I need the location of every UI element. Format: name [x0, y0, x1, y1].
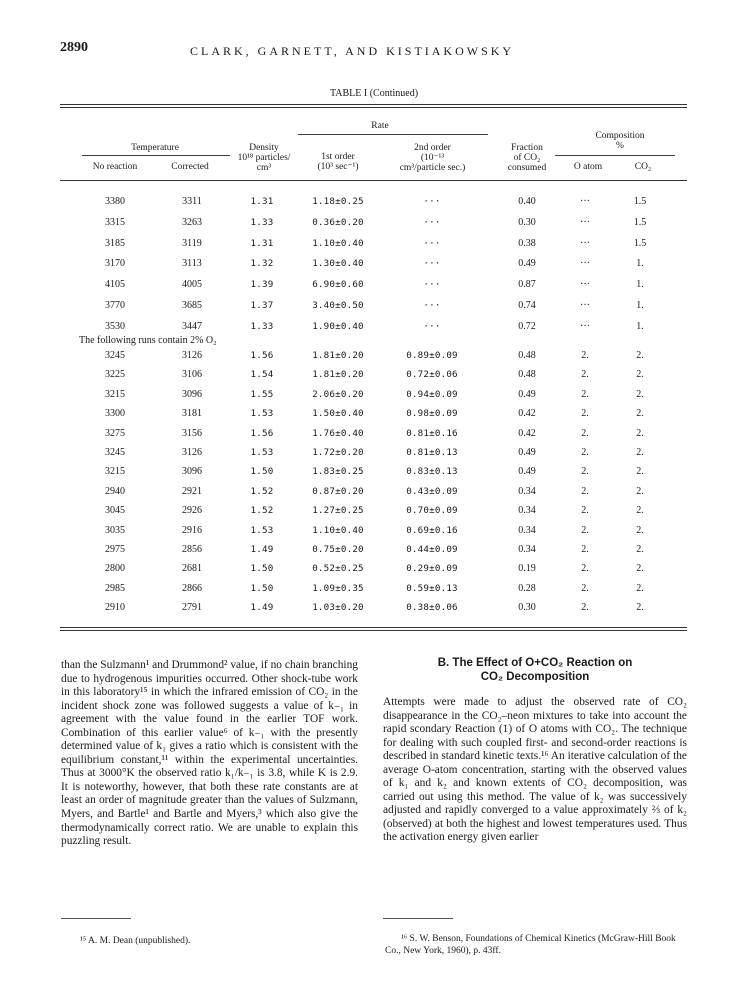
no-reaction-cell: 3045: [105, 505, 125, 517]
second-order-cell: 0.44±0.09: [406, 544, 458, 555]
density-cell: 1.52: [250, 485, 274, 497]
header-composition: [560, 131, 680, 151]
no-reaction-cell: 3185: [105, 237, 125, 249]
fraction-cell: 0.40: [518, 196, 536, 207]
no-reaction-cell: 2910: [105, 602, 125, 614]
second-order-cell: 0.83±0.13: [406, 466, 458, 478]
no-reaction-cell: 3170: [105, 258, 125, 270]
corrected-cell: 2791: [182, 602, 202, 614]
second-order-cell: 0.98±0.09: [406, 408, 458, 420]
fraction-cell: 0.42: [518, 427, 536, 439]
second-order-cell: ···: [423, 279, 441, 291]
co2-cell: 2.: [636, 388, 644, 400]
fraction-cell: 0.30: [518, 216, 536, 228]
density-cell: 1.56: [250, 350, 274, 361]
second-order-cell: ···: [423, 320, 441, 332]
footnote-rule-right: [383, 918, 453, 919]
header-density-l3: cm³: [256, 163, 272, 173]
corrected-cell: 3096: [182, 466, 202, 478]
fraction-cell: 0.34: [518, 524, 536, 536]
corrected-cell: 2916: [182, 524, 202, 536]
first-order-cell: 1.10±0.40: [312, 237, 364, 249]
table-bottom-rule: [60, 627, 687, 628]
header-fraction-l3: consumed: [507, 163, 547, 173]
no-reaction-cell: 3315: [105, 216, 125, 228]
fraction-cell: 0.49: [518, 466, 536, 478]
no-reaction-cell: 3225: [105, 369, 125, 381]
first-order-cell: 0.36±0.20: [312, 216, 364, 228]
header-second-order: [380, 143, 485, 173]
table-top-rule: [60, 104, 687, 105]
first-order-cell: 1.18±0.25: [312, 196, 364, 207]
co2-cell: 2.: [636, 408, 644, 420]
corrected-cell: 2921: [182, 485, 202, 497]
header-second-order-l3: cm³/particle sec.): [399, 163, 466, 173]
second-order-cell: 0.69±0.16: [406, 524, 458, 536]
header-temperature: Temperature: [131, 143, 179, 153]
header-composition-l2: %: [616, 141, 624, 151]
co2-cell: 1.5: [633, 237, 647, 249]
corrected-cell: 2866: [182, 582, 202, 594]
no-reaction-cell: 3275: [105, 427, 125, 439]
density-cell: 1.39: [250, 279, 274, 291]
rate-span-rule: [298, 134, 488, 135]
no-reaction-cell: 3245: [105, 350, 125, 361]
header-first-order-l2: (10³ sec⁻¹): [317, 162, 359, 172]
corrected-cell: 2681: [182, 563, 202, 575]
header-density-l2: 10¹⁸ particles/: [237, 153, 291, 163]
o-atom-cell: 2.: [581, 369, 589, 381]
second-order-cell: 0.72±0.06: [406, 369, 458, 381]
co2-cell: 2.: [636, 466, 644, 478]
fraction-cell: 0.30: [518, 602, 536, 614]
density-cell: 1.54: [250, 369, 274, 381]
first-order-cell: 0.75±0.20: [312, 544, 364, 555]
second-order-cell: ···: [423, 237, 441, 249]
co2-cell: 2.: [636, 350, 644, 361]
o-atom-cell: ···: [580, 237, 590, 249]
second-order-cell: 0.38±0.06: [406, 602, 458, 614]
o-atom-cell: 2.: [581, 544, 589, 555]
table-bottom-rule-2: [60, 630, 687, 631]
fraction-cell: 0.19: [518, 563, 536, 575]
no-reaction-cell: 3530: [105, 320, 125, 332]
density-cell: 1.50: [250, 582, 274, 594]
co2-cell: 2.: [636, 544, 644, 555]
right-column-text: Attempts were made to adjust the observed rate of CO₂ disappearance in the CO₂–neon mixtures to take into account the rapid scondary Reaction (1) of O atoms with CO₂. The technique for dealing with such coupled first- and second-order reactions is described in standard kinetic texts.¹⁶ An iterative calculation of the average O-atom concentration, starting with the observed values of k₁ and k₂ and known extents of CO₂ decomposition, was carried out using this method. The value of k₂ was successively adjusted and rapidly converged to a value approximately ⅔ of k₂ (observed) at both the highest and lowest temperatures used. Thus the activation energy given earlier: [383, 696, 687, 844]
header-second-order-l1: 2nd order: [414, 143, 451, 153]
first-order-cell: 3.40±0.50: [312, 300, 364, 311]
section-title-line-2: CO₂ Decomposition: [480, 671, 590, 683]
density-cell: 1.50: [250, 466, 274, 478]
corrected-cell: 3685: [182, 300, 202, 311]
density-cell: 1.50: [250, 563, 274, 575]
second-order-cell: ···: [423, 258, 441, 270]
no-reaction-cell: 3300: [105, 408, 125, 420]
density-cell: 1.49: [250, 544, 274, 555]
corrected-cell: 2856: [182, 544, 202, 555]
o-atom-cell: 2.: [581, 388, 589, 400]
fraction-cell: 0.34: [518, 544, 536, 555]
no-reaction-cell: 4105: [105, 279, 125, 291]
co2-cell: 2.: [636, 524, 644, 536]
o-atom-cell: ···: [580, 300, 590, 311]
co2-cell: 2.: [636, 505, 644, 517]
section-title-line-1: B. The Effect of O+CO₂ Reaction on: [437, 657, 633, 669]
header-o-atom: O atom: [573, 162, 603, 172]
co2-cell: 2.: [636, 582, 644, 594]
no-reaction-cell: 3215: [105, 388, 125, 400]
header-first-order: [298, 152, 378, 172]
co2-cell: 2.: [636, 427, 644, 439]
fraction-cell: 0.48: [518, 369, 536, 381]
o-atom-cell: 2.: [581, 427, 589, 439]
header-first-order-l1: 1st order: [321, 152, 355, 162]
fraction-cell: 0.28: [518, 582, 536, 594]
header-density: [222, 143, 306, 173]
no-reaction-cell: 3035: [105, 524, 125, 536]
density-cell: 1.53: [250, 408, 274, 420]
no-reaction-cell: 3245: [105, 447, 125, 458]
corrected-cell: 3119: [182, 237, 202, 249]
co2-cell: 2.: [636, 369, 644, 381]
first-order-cell: 1.27±0.25: [312, 505, 364, 517]
header-corrected: Corrected: [171, 162, 209, 172]
composition-span-rule: [555, 155, 675, 156]
corrected-cell: 3096: [182, 388, 202, 400]
second-order-cell: 0.94±0.09: [406, 388, 458, 400]
no-reaction-cell: 3770: [105, 300, 125, 311]
header-second-order-l2: (10⁻¹³: [420, 153, 445, 163]
second-order-cell: 0.43±0.09: [406, 485, 458, 497]
first-order-cell: 1.83±0.25: [312, 466, 364, 478]
fraction-cell: 0.87: [518, 279, 536, 291]
footnote-rule-left: [61, 918, 131, 919]
o-atom-cell: 2.: [581, 350, 589, 361]
co2-cell: 1.: [636, 279, 644, 291]
no-reaction-cell: 2985: [105, 582, 125, 594]
o-atom-cell: 2.: [581, 602, 589, 614]
co2-cell: 2.: [636, 563, 644, 575]
fraction-cell: 0.42: [518, 408, 536, 420]
table-caption: TABLE I (Continued): [329, 88, 419, 99]
fraction-cell: 0.49: [518, 388, 536, 400]
corrected-cell: 4005: [182, 279, 202, 291]
header-fraction-l1: Fraction: [511, 143, 543, 153]
table-note: The following runs contain 2% O₂: [79, 335, 217, 346]
second-order-cell: 0.29±0.09: [406, 563, 458, 575]
co2-cell: 2.: [636, 485, 644, 497]
co2-cell: 1.5: [633, 196, 647, 207]
o-atom-cell: ···: [580, 196, 590, 207]
density-cell: 1.31: [250, 237, 274, 249]
fraction-cell: 0.74: [518, 300, 536, 311]
o-atom-cell: 2.: [581, 466, 589, 478]
header-no-reaction: No reaction: [92, 162, 138, 172]
first-order-cell: 1.81±0.20: [312, 350, 364, 361]
first-order-cell: 1.90±0.40: [312, 320, 364, 332]
o-atom-cell: 2.: [581, 447, 589, 458]
corrected-cell: 3156: [182, 427, 202, 439]
density-cell: 1.52: [250, 505, 274, 517]
header-fraction: [492, 143, 562, 173]
second-order-cell: ···: [423, 196, 441, 207]
o-atom-cell: 2.: [581, 485, 589, 497]
first-order-cell: 1.03±0.20: [312, 602, 364, 614]
o-atom-cell: ···: [580, 320, 590, 332]
fraction-cell: 0.34: [518, 505, 536, 517]
first-order-cell: 1.10±0.40: [312, 524, 364, 536]
corrected-cell: 2926: [182, 505, 202, 517]
page-number: 2890: [60, 40, 88, 55]
header-co2: CO₂: [634, 162, 652, 172]
second-order-cell: ···: [423, 216, 441, 228]
density-cell: 1.53: [250, 524, 274, 536]
no-reaction-cell: 2800: [105, 563, 125, 575]
density-cell: 1.33: [250, 320, 274, 332]
corrected-cell: 3181: [182, 408, 202, 420]
no-reaction-cell: 2940: [105, 485, 125, 497]
first-order-cell: 0.87±0.20: [312, 485, 364, 497]
first-order-cell: 1.50±0.40: [312, 408, 364, 420]
second-order-cell: 0.59±0.13: [406, 582, 458, 594]
co2-cell: 2.: [636, 447, 644, 458]
fraction-cell: 0.72: [518, 320, 536, 332]
corrected-cell: 3263: [182, 216, 202, 228]
density-cell: 1.55: [250, 388, 274, 400]
density-cell: 1.56: [250, 427, 274, 439]
second-order-cell: 0.89±0.09: [406, 350, 458, 361]
co2-cell: 2.: [636, 602, 644, 614]
o-atom-cell: 2.: [581, 524, 589, 536]
fraction-cell: 0.49: [518, 258, 536, 270]
second-order-cell: 0.70±0.09: [406, 505, 458, 517]
co2-cell: 1.5: [633, 216, 647, 228]
running-head: CLARK, GARNETT, AND KISTIAKOWSKY: [190, 44, 515, 58]
corrected-cell: 3126: [182, 447, 202, 458]
header-bottom-rule: [60, 180, 687, 181]
section-title: [383, 656, 687, 684]
corrected-cell: 3113: [182, 258, 202, 270]
density-cell: 1.53: [250, 447, 274, 458]
header-rate: Rate: [371, 121, 389, 131]
footnote-right: ¹⁶ S. W. Benson, Foundations of Chemical Kinetics (McGraw-Hill Book Co., New York, 1960), p. 43ff.: [385, 934, 676, 956]
first-order-cell: 1.72±0.20: [312, 447, 364, 458]
first-order-cell: 1.30±0.40: [312, 258, 364, 270]
density-cell: 1.33: [250, 216, 274, 228]
first-order-cell: 0.52±0.25: [312, 563, 364, 575]
first-order-cell: 6.90±0.60: [312, 279, 364, 291]
fraction-cell: 0.48: [518, 350, 536, 361]
o-atom-cell: ···: [580, 216, 590, 228]
fraction-cell: 0.49: [518, 447, 536, 458]
co2-cell: 1.: [636, 258, 644, 270]
second-order-cell: ···: [423, 300, 441, 311]
co2-cell: 1.: [636, 300, 644, 311]
o-atom-cell: 2.: [581, 582, 589, 594]
density-cell: 1.49: [250, 602, 274, 614]
first-order-cell: 2.06±0.20: [312, 388, 364, 400]
no-reaction-cell: 3380: [105, 196, 125, 207]
o-atom-cell: ···: [580, 258, 590, 270]
footnote-left: ¹⁵ A. M. Dean (unpublished).: [80, 936, 191, 946]
table-top-rule-2: [60, 107, 687, 108]
header-density-l1: Density: [249, 143, 279, 153]
density-cell: 1.31: [250, 196, 274, 207]
header-composition-l1: Composition: [595, 131, 645, 141]
no-reaction-cell: 2975: [105, 544, 125, 555]
first-order-cell: 1.76±0.40: [312, 427, 364, 439]
temperature-span-rule: [82, 155, 230, 156]
co2-cell: 1.: [636, 320, 644, 332]
second-order-cell: 0.81±0.13: [406, 447, 458, 458]
left-column-text: than the Sulzmann¹ and Drummond² value, if no chain branching due to hydrogenous impurities occurred. Other shock-tube work in this laboratory¹⁵ in which the infrared emission of CO₂ in the incident shock zone was followed suggests a value of k₋₁ in agreement with the value found in the earlier TOF work. Combination of this earlier value⁶ of k₋₁ with the presently determined value of k₁ gives a ratio which is consistent with the equilibrium constant,¹¹ within the experimental uncertainties. Thus at 3000°K the observed ratio k₁/k₋₁ is 3.8, while K is 2.9. It is noteworthy, however, that both these rate constants are at least an order of magnitude greater than the values of Sulzmann, Myers, and Bartle¹ and Bartle and Myers,³ which also give the thermodynamically correct ratio. We are unable to explain this puzzling result.: [61, 659, 358, 848]
header-fraction-l2: of CO₂: [513, 153, 541, 163]
corrected-cell: 3311: [182, 196, 202, 207]
density-cell: 1.37: [250, 300, 274, 311]
first-order-cell: 1.09±0.35: [312, 582, 364, 594]
o-atom-cell: ···: [580, 279, 590, 291]
fraction-cell: 0.34: [518, 485, 536, 497]
corrected-cell: 3126: [182, 350, 202, 361]
o-atom-cell: 2.: [581, 563, 589, 575]
fraction-cell: 0.38: [518, 237, 536, 249]
second-order-cell: 0.81±0.16: [406, 427, 458, 439]
first-order-cell: 1.81±0.20: [312, 369, 364, 381]
density-cell: 1.32: [250, 258, 274, 270]
no-reaction-cell: 3215: [105, 466, 125, 478]
o-atom-cell: 2.: [581, 505, 589, 517]
corrected-cell: 3447: [182, 320, 202, 332]
o-atom-cell: 2.: [581, 408, 589, 420]
corrected-cell: 3106: [182, 369, 202, 381]
